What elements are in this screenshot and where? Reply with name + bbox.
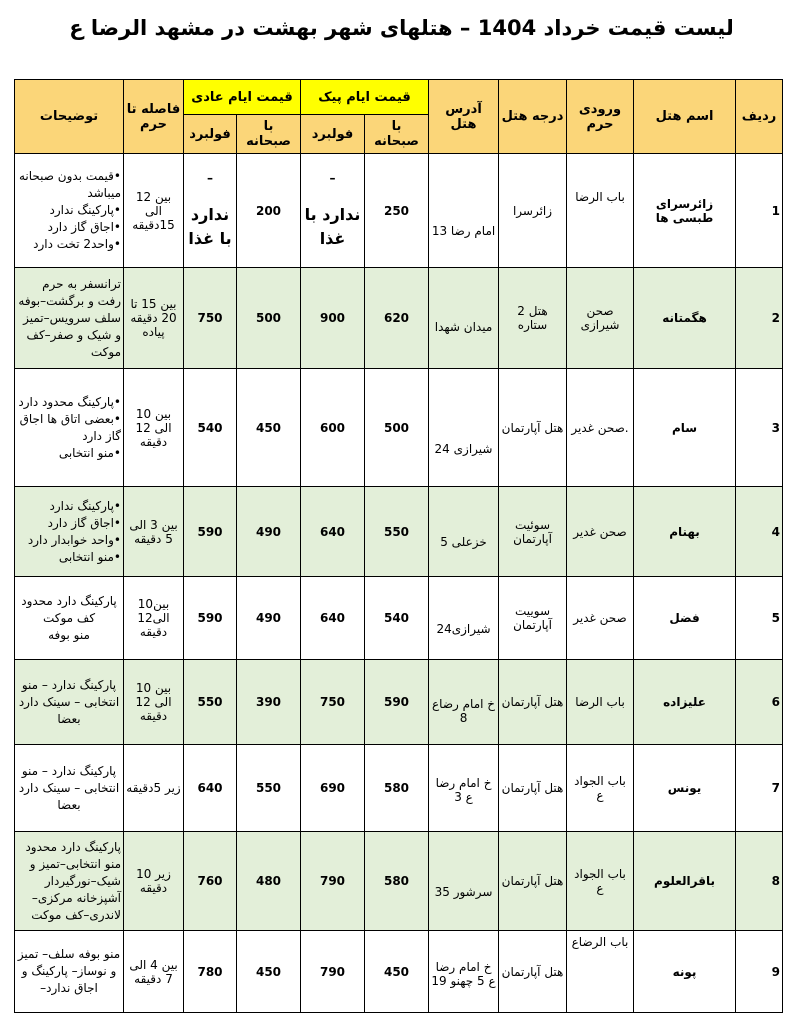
entrance: باب الرضا (567, 660, 634, 745)
notes (15, 154, 124, 268)
address: خ امام رضا ع 5 چهنو 19 (429, 931, 499, 1013)
peak-fullboard-price: 790 (301, 931, 365, 1013)
page-title: لیست قیمت خرداد 1404 – هتلهای شهر بهشت در مشهد الرضا ع (69, 16, 734, 40)
note-line: •واحد2 تخت دارد (33, 237, 121, 251)
note-line: •پارکینگ محدود دارد (18, 394, 121, 409)
table-row (15, 660, 783, 745)
normal-fullboard-price: 640 (184, 745, 237, 832)
normal-breakfast-price: 480 (237, 832, 301, 931)
table-row (15, 154, 783, 268)
peak-fullboard-price: 640 (301, 487, 365, 577)
header-entrance: ورودی حرم (567, 80, 634, 154)
peak-breakfast-price: 580 (365, 832, 429, 931)
note-line: •اجاق گاز دارد (47, 220, 121, 234)
peak-fullboard-price: 750 (301, 660, 365, 745)
entrance: .صحن غدیر (567, 369, 634, 487)
normal-breakfast-price: 450 (237, 369, 301, 487)
distance: بین 12 الی 15دقیقه (124, 154, 184, 268)
note-line: •پارکینگ ندارد (49, 203, 121, 217)
entrance: صحن غدیر (567, 487, 634, 577)
notes (15, 487, 124, 577)
note-line: •قیمت بدون صبحانه میباشد (18, 169, 121, 200)
normal-fullboard-price (184, 154, 237, 268)
normal-breakfast-price: 500 (237, 268, 301, 369)
normal-breakfast-price: 490 (237, 487, 301, 577)
header-row-number: ردیف (736, 80, 783, 154)
notes (15, 577, 124, 660)
notes (15, 745, 124, 832)
address: خ امام رضا ع 3 (429, 745, 499, 832)
header-grade: درجه هتل (499, 80, 567, 154)
row-number: 6 (736, 660, 783, 745)
peak-breakfast-price: 590 (365, 660, 429, 745)
notes (15, 660, 124, 745)
hotel-name: یونس (634, 745, 736, 832)
normal-breakfast-price: 490 (237, 577, 301, 660)
address: شیرازی 24 (429, 369, 499, 487)
normal-fullboard-price: 760 (184, 832, 237, 931)
entrance: باب الرضا (567, 154, 634, 268)
distance: بین 4 الی 7 دقیقه (124, 931, 184, 1013)
entrance: صحن غدیر (567, 577, 634, 660)
note-line: منو بوفه سلف– تمیز و نوساز– پارکینگ و اجاق ندارد– (17, 947, 121, 995)
hotel-name: بهنام (634, 487, 736, 577)
peak-breakfast-price: 580 (365, 745, 429, 832)
note-line: پارکینگ دارد محدود منو انتخابی–تمیز و شیک–نورگیردار آشپزخانه مرکزی– لاندری–کف موکت (25, 839, 121, 922)
peak-fullboard-price: 640 (301, 577, 365, 660)
normal-fullboard-price: 590 (184, 487, 237, 577)
entrance: صحن شیرازی (567, 268, 634, 369)
entrance: باب الجواد ع (567, 745, 634, 832)
peak-breakfast-price: 550 (365, 487, 429, 577)
note-line: •پارکینگ ندارد (49, 498, 121, 513)
row-number: 3 (736, 369, 783, 487)
peak-fullboard-price (301, 154, 365, 268)
header-distance: فاصله تا حرم (124, 80, 184, 154)
peak-fullboard-price: 790 (301, 832, 365, 931)
row-number: 2 (736, 268, 783, 369)
peak-fullboard-price: 690 (301, 745, 365, 832)
hotel-name: باقرالعلوم (634, 832, 736, 931)
note-line: •اجاق گاز دارد (47, 515, 121, 530)
grade: هتل آپارتمان (499, 931, 567, 1013)
row-number: 7 (736, 745, 783, 832)
header-notes: توضیحات (15, 80, 124, 154)
notes (15, 931, 124, 1013)
notes (15, 369, 124, 487)
table-row (15, 745, 783, 832)
note-line: •منو انتخابی (58, 549, 121, 564)
peak-breakfast-price: 540 (365, 577, 429, 660)
table-row (15, 577, 783, 660)
note-line: منو بوفه (48, 627, 90, 642)
normal-fullboard-price: 590 (184, 577, 237, 660)
row-number: 9 (736, 931, 783, 1013)
header-peak-breakfast: با صبحانه (365, 115, 429, 154)
hotel-name: علیزاده (634, 660, 736, 745)
distance: بین10 الی12 دقیقه (124, 577, 184, 660)
note-line: پارکینگ ندارد – منو انتخابی – سینک دارد بعضا (18, 677, 120, 726)
grade: هتل آپارتمان (499, 660, 567, 745)
hotel-name: سام (634, 369, 736, 487)
row-number: 4 (736, 487, 783, 577)
header-normal-breakfast: با صبحانه (237, 115, 301, 154)
table-row (15, 369, 783, 487)
notes (15, 268, 124, 369)
grade: زائرسرا (499, 154, 567, 268)
grade: هتل آپارتمان (499, 369, 567, 487)
normal-breakfast-price: 200 (237, 154, 301, 268)
hotel-name: زائرسرای طبسی ها (634, 154, 736, 268)
address: امام رضا 13 (429, 154, 499, 268)
note-line: •بعضی اتاق ها اجاق گاز دارد (19, 411, 121, 443)
notes (15, 832, 124, 931)
address: شیرازی24 (429, 577, 499, 660)
note-line: پارکینگ ندارد – منو انتخابی – سینک دارد بعضا (18, 763, 120, 812)
distance: بین 10 الی 12 دقیقه (124, 369, 184, 487)
normal-fullboard-price: 750 (184, 268, 237, 369)
no-price-dash: – (207, 170, 213, 185)
note-line: کف موکت (42, 610, 96, 625)
normal-fullboard-price: 550 (184, 660, 237, 745)
header-peak-fullboard: فولبرد (301, 115, 365, 154)
grade: سوییت آپارتمان (499, 577, 567, 660)
grade: هتل آپارتمان (499, 745, 567, 832)
distance: بین 10 الی 12 دقیقه (124, 660, 184, 745)
distance: بین 15 تا 20 دقیقه پیاده (124, 268, 184, 369)
address: خزعلی 5 (429, 487, 499, 577)
note-line: ترانسفر به حرم رفت و برگشت–بوفه سلف سرویس–تمیز و شیک و صفر–کف موکت (18, 276, 121, 359)
grade: هتل 2 ستاره (499, 268, 567, 369)
normal-breakfast-price: 550 (237, 745, 301, 832)
note-line: •واحد خوابدار دارد (27, 532, 121, 547)
table-row (15, 268, 783, 369)
header-normal-prices: قیمت ایام عادی (184, 80, 301, 115)
normal-breakfast-price: 450 (237, 931, 301, 1013)
grade: هتل آپارتمان (499, 832, 567, 931)
row-number: 5 (736, 577, 783, 660)
peak-breakfast-price: 620 (365, 268, 429, 369)
no-price-dash: – (329, 170, 336, 185)
table-row (15, 832, 783, 931)
address: سرشور 35 (429, 832, 499, 931)
hotel-name: پونه (634, 931, 736, 1013)
peak-fullboard-price: 600 (301, 369, 365, 487)
distance: زیر 10 دقیقه (124, 832, 184, 931)
hotel-price-table (14, 79, 783, 1013)
table-row (15, 931, 783, 1013)
note-line: پارکینگ دارد محدود (21, 593, 117, 608)
distance: بین 3 الی 5 دقیقه (124, 487, 184, 577)
address: میدان شهدا (429, 268, 499, 369)
hotel-name: فضل (634, 577, 736, 660)
distance: زیر 5دقیقه (124, 745, 184, 832)
row-number: 1 (736, 154, 783, 268)
peak-breakfast-price: 500 (365, 369, 429, 487)
grade: سوئیت آپارتمان (499, 487, 567, 577)
entrance: باب الجواد ع (567, 832, 634, 931)
note-line: •منو انتخابی (58, 445, 121, 460)
address: خ امام رضاع 8 (429, 660, 499, 745)
hotel-name: هگمتانه (634, 268, 736, 369)
peak-breakfast-price: 450 (365, 931, 429, 1013)
normal-fullboard-price: 540 (184, 369, 237, 487)
normal-breakfast-price: 390 (237, 660, 301, 745)
row-number: 8 (736, 832, 783, 931)
header-peak-prices: قیمت ایام پیک (301, 80, 429, 115)
normal-fullboard-price: 780 (184, 931, 237, 1013)
header-hotel-name: اسم هتل (634, 80, 736, 154)
no-fullboard-text: ندارد با غذا (188, 204, 232, 248)
no-fullboard-text: ندارد با غذا (304, 204, 361, 248)
peak-breakfast-price: 250 (365, 154, 429, 268)
header-normal-fullboard: فولبرد (184, 115, 237, 154)
header-address: آدرس هتل (429, 80, 499, 154)
peak-fullboard-price: 900 (301, 268, 365, 369)
entrance: باب الرضاع (567, 931, 634, 1013)
table-row (15, 487, 783, 577)
